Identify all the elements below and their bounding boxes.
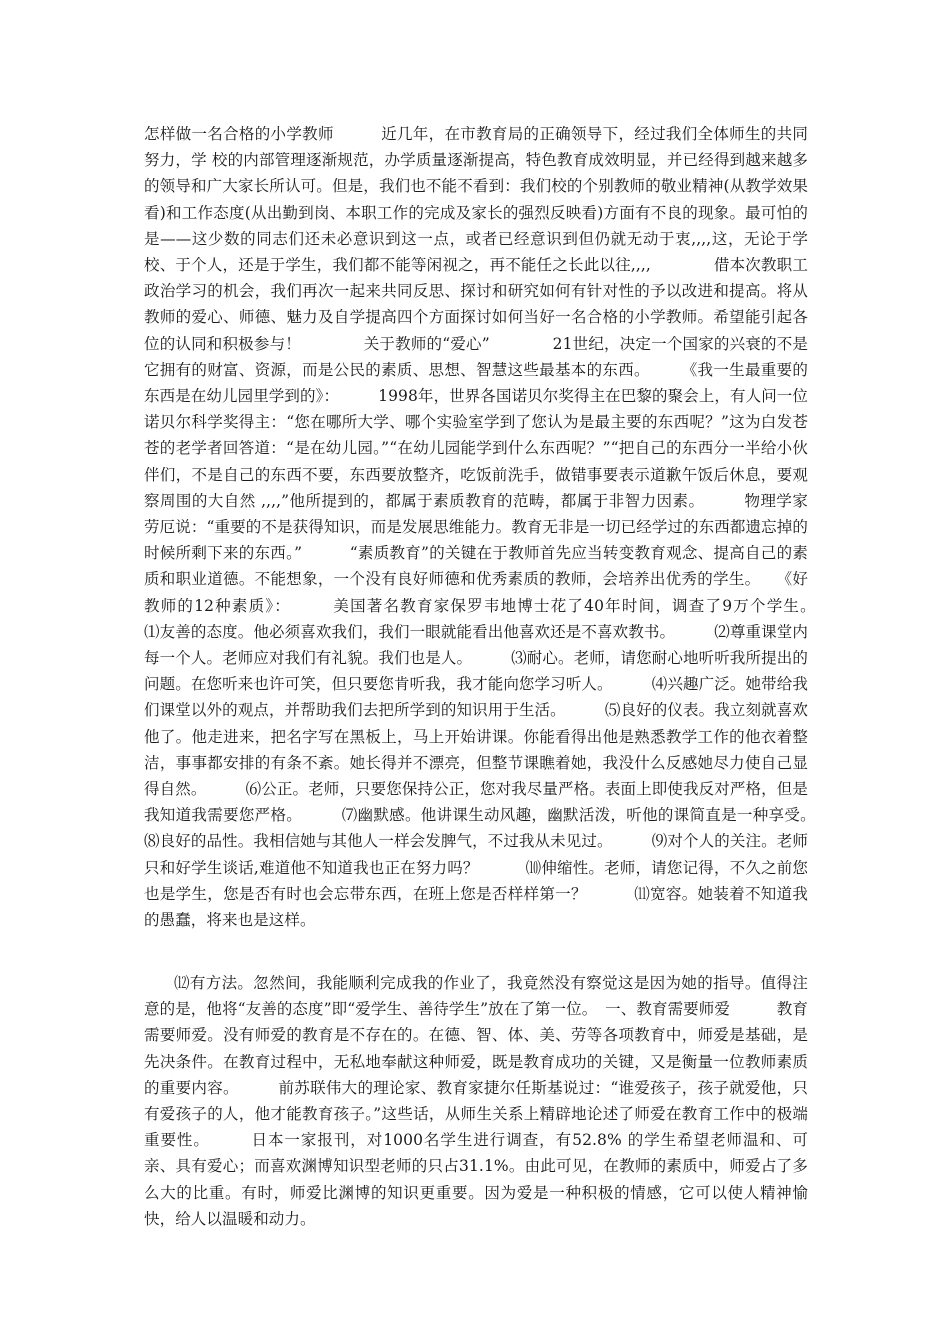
body-paragraph-1: 怎样做一名合格的小学教师 近几年，在市教育局的正确领导下，经过我们全体师生的共同努力，学 校的内部管理逐渐规范，办学质量逐渐提高，特色教育成效明显，并已经得到越来越多的领导和广大家长所认可。但是，我们也不能不看到：我们校的个别教师的敬业精神(从教学效果看)和工作态度(从出勤到岗、本职工作的完成及家长的强烈反映看)方面有不良的现象。最可怕的是——这少数的同志们还未必意识到这一点，或者已经意识到但仍就无动于衷,,,,这，无论于学校、于个人，还是于学生，我们都不能等闲视之，再不能任之长此以往,,,, 借本次教职工政治学习的机会，我们再次一起来共同反思、探讨和研究如何有针对性的予以改进和提高。将从教师的爱心、师德、魅力及自学提高四个方面探讨如何当好一名合格的小学教师。希望能引起各位的认同和积极参与！ 关于教师的“爱心” 21世纪，决定一个国家的兴衰的不是它拥有的财富、资源，而是公民的素质、思想、智慧这些最基本的东西。 《我一生最重要的东西是在幼儿园里学到的》： 1998年，世界各国诺贝尔奖得主在巴黎的聚会上，有人问一位诺贝尔科学奖得主：“您在哪所大学、哪个实验室学到了您认为是最主要的东西呢？”这为白发苍苍的老学者回答道：“是在幼儿园。”“在幼儿园能学到什么东西呢？”“把自己的东西分一半给小伙伴们，不是自己的东西不要，东西要放整齐，吃饭前洗手，做错事要表示道歉午饭后休息，要观察周围的大自然 ,,,,”他所提到的，都属于素质教育的范畴，都属于非智力因素。 物理学家劳厄说：“重要的不是获得知识，而是发展思维能力。教育无非是一切已经学过的东西都遗忘掉的时候所剩下来的东西。” “素质教育”的关键在于教师首先应当转变教育观念、提高自己的素质和职业道德。不能想象，一个没有良好师德和优秀素质的教师，会培养出优秀的学生。 《好教师的12种素质》： 美国著名教育家保罗韦地博士花了40年时间，调查了9万个学生。 ⑴友善的态度。他必须喜欢我们，我们一眼就能看出他喜欢还是不喜欢教书。 ⑵尊重课堂内每一个人。老师应对我们有礼貌。我们也是人。 ⑶耐心。老师，请您耐心地听听我所提出的问题。在您听来也许可笑，但只要您肯听我，我才能向您学习听人。 ⑷兴趣广泛。她带给我们课堂以外的观点，并帮助我们去把所学到的知识用于生活。 ⑸良好的仪表。我立刻就喜欢他了。他走进来，把名字写在黑板上，马上开始讲课。你能看得出他是熟悉教学工作的他衣着整洁，事事都安排的有条不紊。她长得并不漂亮，但整节课瞧着她，我没什么反感她尽力使自己显得自然。 ⑹公正。老师，只要您保持公正，您对我尽量严格。表面上即使我反对严格，但是我知道我需要您严格。 ⑺幽默感。他讲课生动风趣，幽默活泼，听他的课简直是一种享受。 ⑻良好的品性。我相信她与其他人一样会发脾气，不过我从未见过。 ⑼对个人的关注。老师只和好学生谈话,难道他不知道我也正在努力吗？ ⑽伸缩性。老师，请您记得，不久之前您也是学生，您是否有时也会忘带东西，在班上您是否样样第一？ ⑾宽容。她装着不知道我的愚蠢，将来也是这样。 (144, 125, 855, 930)
body-paragraph-2: ⑿有方法。忽然间，我能顺利完成我的作业了，我竟然没有察觉这是因为她的指导。值得注意的是，他将“友善的态度”即“爱学生、善待学生”放在了第一位。 一、教育需要师爱 教育需要师爱。没有师爱的教育是不存在的。在德、智、体、美、劳等各项教育中，师爱是基础，是先决条件。在教育过程中，无私地奉献这种师爱，既是教育成功的关键，又是衡量一位教师素质的重要内容。 前苏联伟大的理论家、教育家捷尔任斯基说过：“谁爱孩子，孩子就爱他，只有爱孩子的人，他才能教育孩子。”这些话，从师生关系上精辟地论述了师爱在教育工作中的极端重要性。 日本一家报刊，对1000名学生进行调查，有52.8% 的学生希望老师温和、可亲、具有爱心；而喜欢渊博知识型老师的只占31.1%。由此可见，在教师的素质中，师爱占了多么大的比重。有时，师爱比渊博的知识更重要。因为爱是一种积极的情感，它可以使人精神愉快，给人以温暖和动力。 (144, 974, 808, 1228)
